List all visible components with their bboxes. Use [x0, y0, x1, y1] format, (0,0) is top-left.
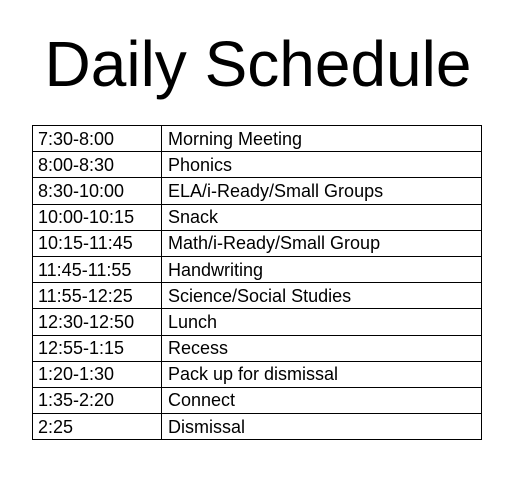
activity-cell: Connect — [162, 387, 482, 413]
time-cell: 12:30-12:50 — [33, 309, 162, 335]
table-row — [33, 283, 482, 309]
activity-cell: ELA/i-Ready/Small Groups — [162, 178, 482, 204]
table-row — [33, 178, 482, 204]
time-cell: 11:55-12:25 — [33, 283, 162, 309]
time-cell: 8:30-10:00 — [33, 178, 162, 204]
schedule-body — [33, 126, 482, 440]
table-row — [33, 256, 482, 282]
activity-cell: Dismissal — [162, 414, 482, 440]
time-cell: 12:55-1:15 — [33, 335, 162, 361]
time-cell: 1:20-1:30 — [33, 361, 162, 387]
activity-cell: Phonics — [162, 152, 482, 178]
schedule-table — [32, 125, 482, 440]
table-row — [33, 361, 482, 387]
time-cell: 7:30-8:00 — [33, 126, 162, 152]
time-cell: 10:00-10:15 — [33, 204, 162, 230]
activity-cell: Recess — [162, 335, 482, 361]
table-row — [33, 230, 482, 256]
activity-cell: Morning Meeting — [162, 126, 482, 152]
time-cell: 11:45-11:55 — [33, 256, 162, 282]
time-cell: 10:15-11:45 — [33, 230, 162, 256]
activity-cell: Handwriting — [162, 256, 482, 282]
time-cell: 1:35-2:20 — [33, 387, 162, 413]
table-row — [33, 204, 482, 230]
activity-cell: Snack — [162, 204, 482, 230]
activity-cell: Pack up for dismissal — [162, 361, 482, 387]
activity-cell: Science/Social Studies — [162, 283, 482, 309]
table-row — [33, 387, 482, 413]
page-title: Daily Schedule — [44, 28, 472, 100]
table-row — [33, 152, 482, 178]
table-row — [33, 126, 482, 152]
table-row — [33, 414, 482, 440]
time-cell: 2:25 — [33, 414, 162, 440]
table-row — [33, 335, 482, 361]
time-cell: 8:00-8:30 — [33, 152, 162, 178]
table-row — [33, 309, 482, 335]
activity-cell: Lunch — [162, 309, 482, 335]
activity-cell: Math/i-Ready/Small Group — [162, 230, 482, 256]
